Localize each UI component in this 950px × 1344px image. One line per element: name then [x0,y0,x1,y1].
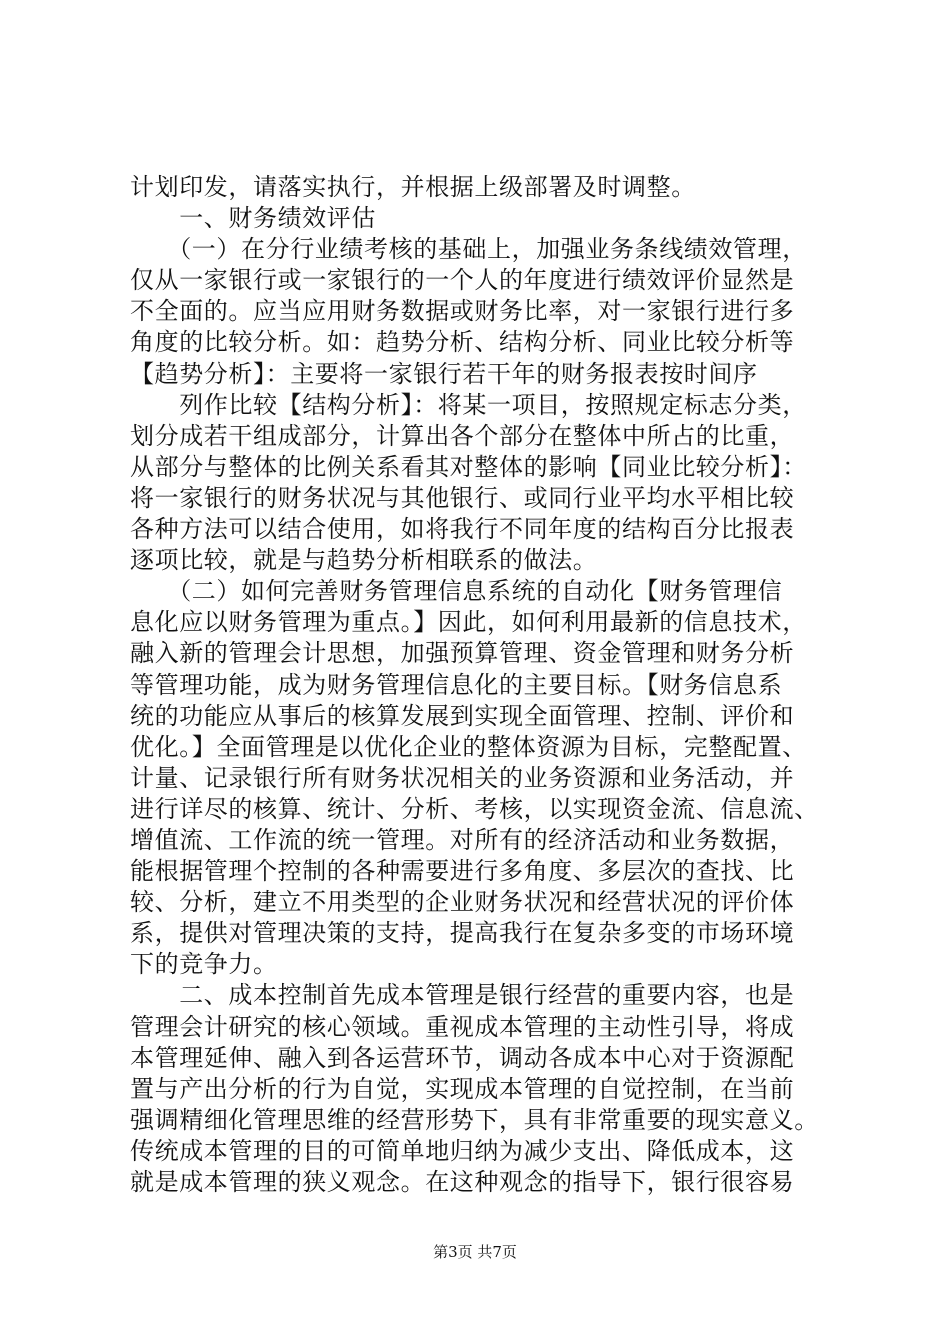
text-line: 划分成若干组成部分，计算出各个部分在整体中所占的比重， [130,421,795,450]
text-line: （二）如何完善财务管理信息系统的自动化【财务管理信 [130,577,783,606]
text-line: 不全面的。应当应用财务数据或财务比率，对一家银行进行多 [130,297,795,326]
text-line: 将一家银行的财务状况与其他银行、或同行业平均水平相比较 [130,483,795,512]
text-line: 等管理功能，成为财务管理信息化的主要目标。【财务信息系 [130,670,783,699]
text-line: （一）在分行业绩考核的基础上，加强业务条线绩效管理， [130,235,807,264]
text-line: 能根据管理个控制的各种需要进行多角度、多层次的查找、比 [130,857,795,886]
text-line: 进行详尽的核算、统计、分析、考核，以实现资金流、信息流、 [130,794,819,823]
text-line: 逐项比较，就是与趋势分析相联系的做法。 [130,546,598,575]
text-line: 增值流、工作流的统一管理。对所有的经济活动和业务数据， [130,825,795,854]
text-line: 传统成本管理的目的可简单地归纳为减少支出、降低成本，这 [130,1136,795,1165]
text-line: 各种方法可以结合使用，如将我行不同年度的结构百分比报表 [130,515,795,544]
text-line: 强调精细化管理思维的经营形势下，具有非常重要的现实意义。 [130,1105,819,1134]
page-number-footer: 第3页 共7页 [433,1243,517,1261]
text-line: 角度的比较分析。如：趋势分析、结构分析、同业比较分析等 [130,328,795,357]
text-line: 就是成本管理的狭义观念。在这种观念的指导下，银行很容易 [130,1168,795,1196]
text-line: 息化应以财务管理为重点。】因此，如何利用最新的信息技术， [130,608,807,637]
text-line: 系，提供对管理决策的支持，提高我行在复杂多变的市场环境 [130,919,795,948]
text-line: 统的功能应从事后的核算发展到实现全面管理、控制、评价和 [130,701,795,730]
text-line: 置与产出分析的行为自觉，实现成本管理的自觉控制，在当前 [130,1074,795,1103]
section-heading: 一、财务绩效评估 [130,204,376,233]
body-text [130,172,840,1198]
text-line: 二、成本控制首先成本管理是银行经营的重要内容，也是 [130,981,795,1010]
text-line: 列作比较【结构分析】：将某一项目，按照规定标志分类， [130,390,807,419]
text-line: 计量、记录银行所有财务状况相关的业务资源和业务活动，并 [130,763,795,792]
text-line: 仅从一家银行或一家银行的一个人的年度进行绩效评价显然是 [130,266,795,295]
text-line: 下的竞争力。 [130,950,278,979]
text-line: 从部分与整体的比例关系看其对整体的影响【同业比较分析】： [130,452,807,481]
text-line: 计划印发，请落实执行，并根据上级部署及时调整。 [130,173,696,201]
text-line: 【趋势分析】：主要将一家银行若干年的财务报表按时间序 [130,359,758,388]
text-line: 融入新的管理会计思想，加强预算管理、资金管理和财务分析 [130,639,795,668]
text-line: 管理会计研究的核心领域。重视成本管理的主动性引导，将成 [130,1012,795,1041]
text-line: 本管理延伸、融入到各运营环节，调动各成本中心对于资源配 [130,1043,795,1072]
text-line: 较、分析，建立不用类型的企业财务状况和经营状况的评价体 [130,888,795,917]
text-line: 优化。】全面管理是以优化企业的整体资源为目标，完整配置、 [130,732,807,761]
